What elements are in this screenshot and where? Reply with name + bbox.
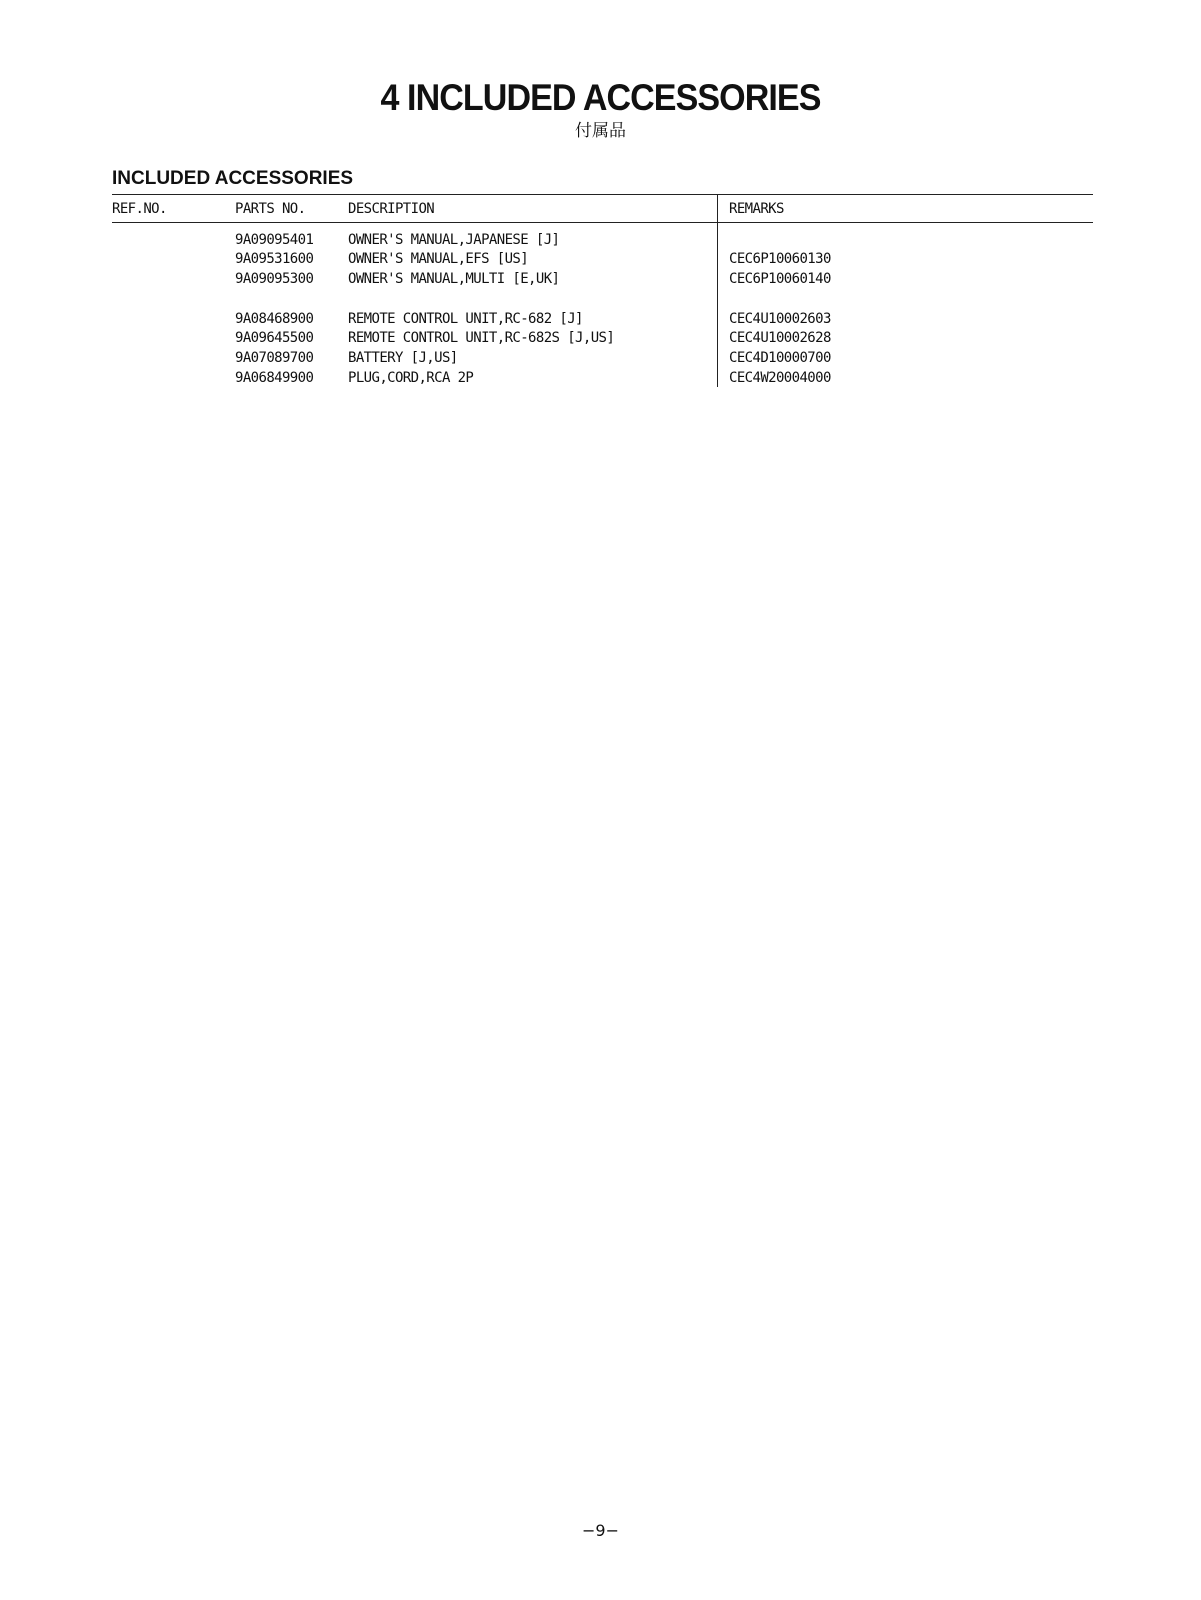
header-remarks: REMARKS	[729, 201, 784, 217]
row-remarks: CEC6P10060140	[729, 271, 831, 287]
row-remarks: CEC4D10000700	[729, 350, 831, 366]
row-description: PLUG,CORD,RCA 2P	[348, 370, 474, 386]
header-ref-no: REF.NO.	[112, 201, 167, 217]
header-parts-no: PARTS NO.	[235, 201, 306, 217]
row-remarks: CEC4U10002628	[729, 330, 831, 346]
remarks-column-divider	[717, 194, 718, 387]
page-number: −9−	[582, 1521, 619, 1540]
row-description: OWNER'S MANUAL,JAPANESE [J]	[348, 232, 560, 248]
table-top-rule	[112, 194, 1093, 195]
page-title: 4 INCLUDED ACCESSORIES	[380, 77, 821, 118]
row-remarks: CEC4W20004000	[729, 370, 831, 386]
row-parts-no: 9A06849900	[235, 370, 314, 386]
row-parts-no: 9A07089700	[235, 350, 314, 366]
row-remarks: CEC6P10060130	[729, 251, 831, 267]
row-parts-no: 9A09531600	[235, 251, 314, 267]
table-header-rule	[112, 222, 1093, 223]
row-description: OWNER'S MANUAL,EFS [US]	[348, 251, 529, 267]
row-description: OWNER'S MANUAL,MULTI [E,UK]	[348, 271, 560, 287]
header-description: DESCRIPTION	[348, 201, 435, 217]
page-subtitle: 付属品	[575, 121, 626, 141]
row-description: BATTERY [J,US]	[348, 350, 458, 366]
row-parts-no: 9A09645500	[235, 330, 314, 346]
section-heading: INCLUDED ACCESSORIES	[112, 168, 354, 189]
row-parts-no: 9A08468900	[235, 311, 314, 327]
row-remarks: CEC4U10002603	[729, 311, 831, 327]
row-description: REMOTE CONTROL UNIT,RC-682S [J,US]	[348, 330, 615, 346]
row-description: REMOTE CONTROL UNIT,RC-682 [J]	[348, 311, 583, 327]
row-parts-no: 9A09095300	[235, 271, 314, 287]
row-parts-no: 9A09095401	[235, 232, 314, 248]
